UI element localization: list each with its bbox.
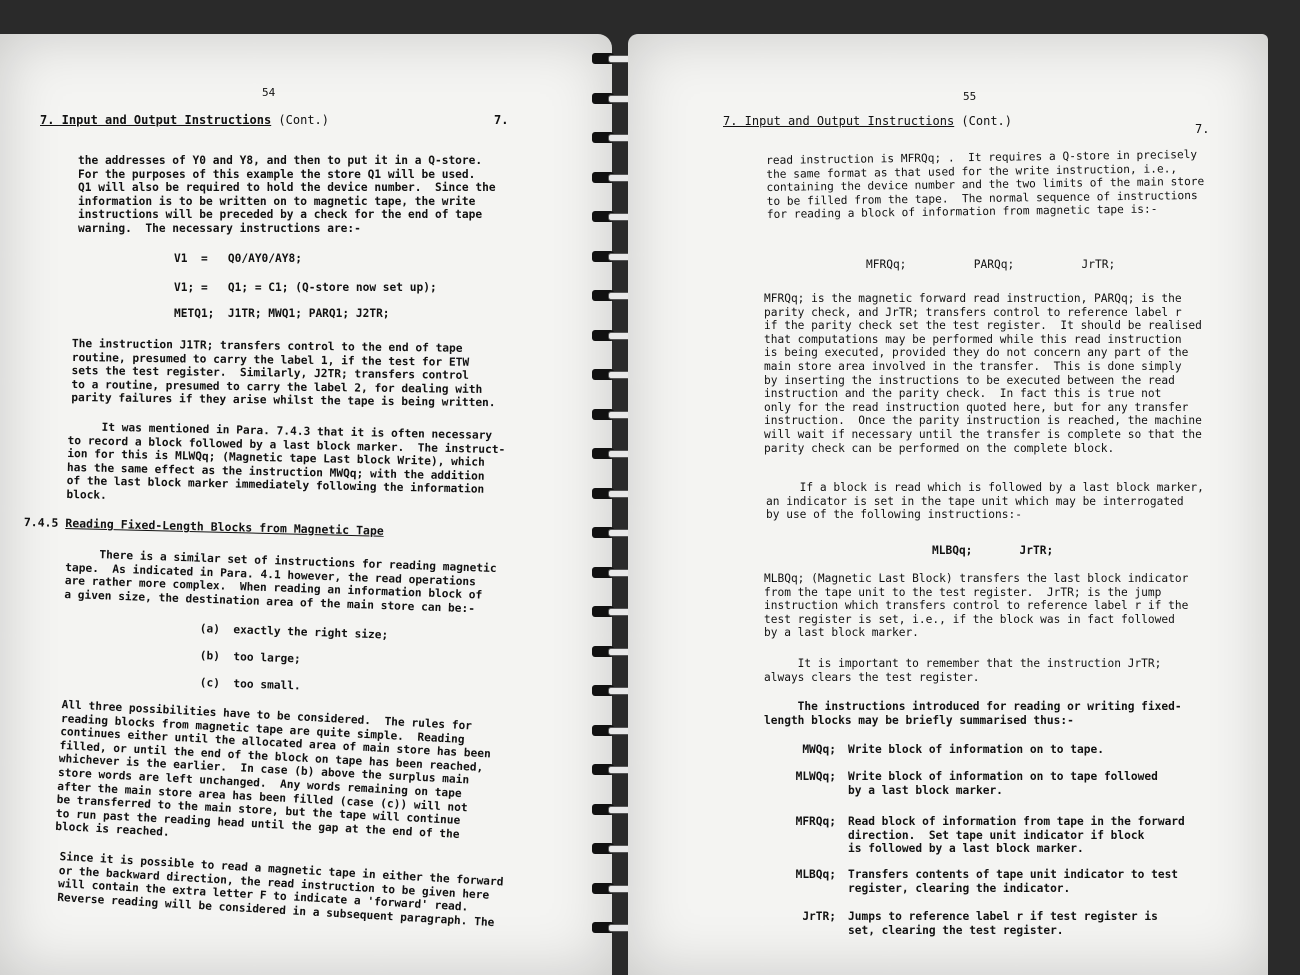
summary-instruction: MLWQq; — [795, 770, 836, 783]
right-page-number: 55 — [963, 90, 977, 103]
left-para-5: All three possibilities have to be considered. The rules for reading blocks from magnetic tape are quite simple. Reading continues either until the allocated area of main store has been filled, or until the end of the block on tape has been reached, whichever is the earlier. In case (b) above the surplus main store words are left unchanged. Any words remaining on tape after the main store area has been filled (case (c)) will not be transferred to the main store, but the tape will continue to run past the reading head until the gap at the end of the block is reached. — [54, 698, 492, 841]
option-b: (b) too large; — [199, 649, 301, 666]
right-header-right: 7. — [1195, 122, 1210, 136]
summary-instruction: JrTR; — [802, 910, 836, 923]
right-para-5: It is important to remember that the instruction JrTR; always clears the test register. — [764, 657, 1162, 684]
summary-description: Read block of information from tape in the forward direction. Set tape unit indicator if block is followed by a last block marker. — [848, 815, 1185, 856]
left-para-3: It was mentioned in Para. 7.4.3 that it is often necessary to record a block followed by a last block marker. The instruct- ion for this is MLWQq; (Magnetic tape Last block Write), which has the same effect as the instruction MWQq; with the addition of the last block marker immediately following the information block. — [66, 420, 506, 502]
right-code-1: MFRQq; PARQq; JrTR; — [866, 258, 1116, 271]
right-para-3: If a block is read which is followed by a last block marker, an indicator is set in the tape unit which may be interrogated by use of the following instructions:- — [766, 481, 1204, 522]
left-code-1: V1 = Q0/AY0/AY8; — [174, 252, 302, 265]
left-header-title: 7. Input and Output Instructions — [40, 113, 272, 127]
right-header-suffix: (Cont.) — [961, 114, 1012, 128]
left-para-4: There is a similar set of instructions for reading magnetic tape. As indicated in Para. 4.1 however, the read operations are rather more complex. When reading an information block of a given size, the destination area of the main store can be:- — [64, 547, 497, 616]
right-code-2: MLBQq; JrTR; — [932, 544, 1054, 557]
summary-instruction: MWQq; — [802, 743, 836, 756]
section-title: Reading Fixed-Length Blocks from Magnetic Tape — [65, 516, 384, 538]
left-code-3: METQ1; J1TR; MWQ1; PARQ1; J2TR; — [174, 307, 390, 320]
summary-description: Write block of information on to tape followed by a last block marker. — [848, 770, 1158, 797]
left-page-number: 54 — [262, 86, 276, 99]
left-code-2: V1; = Q1; = C1; (Q-store now set up); — [174, 281, 437, 294]
left-para-2: The instruction J1TR; transfers control to the end of tape routine, presumed to carry the label 1, if the test for ETW sets the test register. Similarly, J2TR; transfers control to a routine, presumed to carry the label 2, for dealing with parity failures if they arise whilst the tape is being written. — [71, 337, 496, 410]
left-header-suffix: (Cont.) — [278, 113, 329, 127]
right-page-header — [723, 114, 1012, 128]
right-para-1: read instruction is MFRQq; . It requires a Q-store in precisely the same format as that used for the write instruction, i.e., containing the device number and the two limits of the main store to be filled from the tape. The normal sequence of instructions for reading a block of information from magnetic tape is:- — [766, 147, 1205, 222]
summary-description: Write block of information on to tape. — [848, 743, 1104, 756]
right-header-title: 7. Input and Output Instructions — [723, 114, 955, 128]
option-a: (a) exactly the right size; — [199, 622, 389, 642]
left-para-6: Since it is possible to read a magnetic tape in either the forward or the backward direction, the read instruction to be given here will contain the extra letter F to indicate a 'forward' read. Reverse reading will be considered in a subsequent paragraph. The — [56, 850, 504, 929]
left-para-1: the addresses of Y0 and Y8, and then to put it in a Q-store. For the purposes of this example the store Q1 will be used. Q1 will also be required to hold the device number. Since the information is to be written on to magnetic tape, the write instructions will be preceded by a check for the end of tape warning. The necessary instructions are:- — [78, 154, 496, 235]
right-para-6: The instructions introduced for reading or writing fixed- length blocks may be briefly summarised thus:- — [764, 700, 1182, 727]
summary-description: Jumps to reference label r if test register is set, clearing the test register. — [848, 910, 1158, 937]
summary-instruction: MFRQq; — [795, 815, 836, 828]
right-para-2: MFRQq; is the magnetic forward read instruction, PARQq; is the parity check, and JrTR; transfers control to reference label r if the parity check set the test register. It should be realised that computations may be performed while this read instruction is being executed, provided they do not concern any part of the main store area involved in the transfer. This is done simply by inserting the instructions to be executed between the read instruction and the parity check. In fact this is true not only for the read instruction quoted here, but for any transfer instruction. Once the parity instruction is reached, the machine will wait if necessary until the transfer is complete so that the parity check can be performed on the complete block. — [764, 292, 1202, 455]
right-para-4: MLBQq; (Magnetic Last Block) transfers the last block indicator from the tape unit to the test register. JrTR; is the jump instruction which transfers control to reference label r if the test register is set, i.e., if the block was in fact followed by a last block marker. — [764, 572, 1189, 640]
option-c: (c) too small. — [199, 676, 301, 693]
left-page-header — [40, 113, 329, 127]
summary-description: Transfers contents of tape unit indicator to test register, clearing the indicator. — [848, 868, 1179, 895]
summary-instruction: MLBQq; — [795, 868, 836, 881]
left-header-right: 7. — [494, 113, 509, 127]
section-number: 7.4.5 — [23, 515, 59, 530]
